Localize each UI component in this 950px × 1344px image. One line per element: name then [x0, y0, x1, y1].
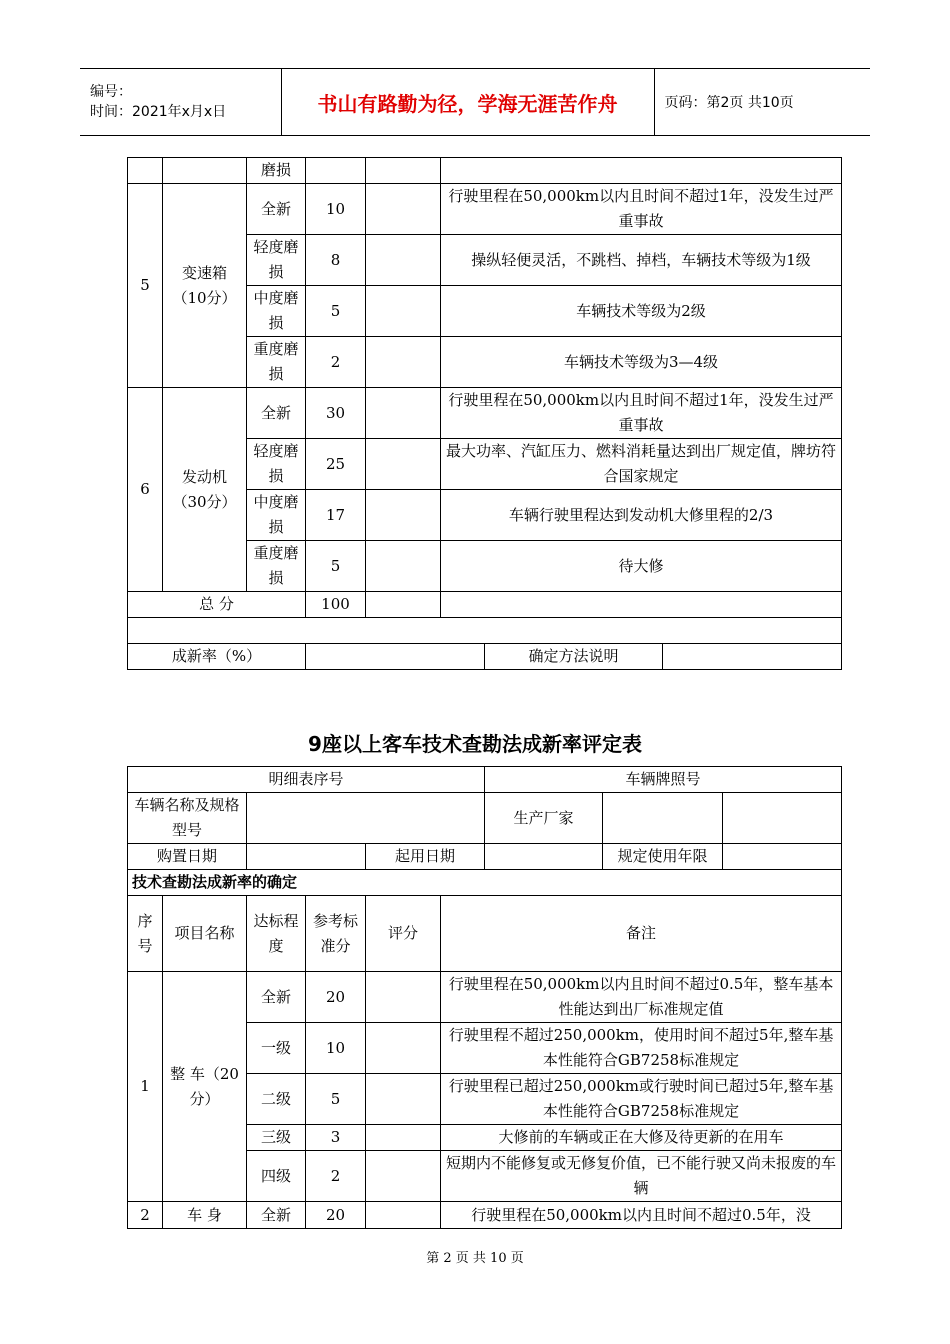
- table-cell: [306, 158, 366, 184]
- purchase-date-label: 购置日期: [128, 844, 247, 870]
- note-cell: 车辆行驶里程达到发动机大修里程的2/3: [441, 490, 842, 541]
- blank-row: [128, 618, 842, 644]
- table-cell: [128, 158, 163, 184]
- rating-cell: [366, 184, 441, 235]
- rating-cell: [366, 439, 441, 490]
- start-date-label: 起用日期: [366, 844, 485, 870]
- score-cell: 20: [306, 972, 366, 1023]
- col-header-index: 序号: [128, 896, 163, 972]
- rating-cell: [366, 286, 441, 337]
- item-index: 2: [128, 1202, 163, 1229]
- note-cell: 行驶里程在50,000km以内且时间不超过0.5年，整车基本性能达到出厂标准规定值: [441, 972, 842, 1023]
- start-date-value: [485, 844, 603, 870]
- grade-cell: 轻度磨损: [247, 235, 306, 286]
- score-cell: 5: [306, 1074, 366, 1125]
- rating-cell: [366, 1074, 441, 1125]
- grade-cell: 全新: [247, 1202, 306, 1229]
- grade-cell: 三级: [247, 1125, 306, 1151]
- service-years-value: [723, 844, 842, 870]
- note-cell: 行驶里程在50,000km以内且时间不超过0.5年，没: [441, 1202, 842, 1229]
- item-index: 1: [128, 972, 163, 1202]
- score-cell: 8: [306, 235, 366, 286]
- score-cell: 5: [306, 286, 366, 337]
- page-header: [80, 68, 870, 136]
- manufacturer-value: [603, 793, 723, 844]
- rating-cell: [366, 1023, 441, 1074]
- rating-cell: [366, 1151, 441, 1202]
- note-cell: 行驶里程在50,000km以内且时间不超过1年，没发生过严重事故: [441, 388, 842, 439]
- score-cell: 3: [306, 1125, 366, 1151]
- motto: 书山有路勤为径，学海无涯苦作舟: [281, 69, 654, 136]
- score-cell: 2: [306, 1151, 366, 1202]
- score-cell: 10: [306, 1023, 366, 1074]
- col-header-ref: 参考标准分: [306, 896, 366, 972]
- page-label: 页码：第2页 共10页: [654, 69, 870, 136]
- purchase-date-value: [247, 844, 366, 870]
- total-label: 总 分: [128, 592, 306, 618]
- grade-cell: 二级: [247, 1074, 306, 1125]
- rating-cell: [366, 1202, 441, 1229]
- table-cell: [723, 793, 842, 844]
- item-name: 变速箱（10分）: [163, 184, 247, 388]
- grade-cell: 全新: [247, 184, 306, 235]
- score-cell: 5: [306, 541, 366, 592]
- section-label: 技术查勘法成新率的确定: [128, 870, 842, 896]
- detail-no-label: 明细表序号: [128, 767, 485, 793]
- table-cell: [441, 592, 842, 618]
- vehicle-name-label: 车辆名称及规格型号: [128, 793, 247, 844]
- note-cell: 车辆技术等级为2级: [441, 286, 842, 337]
- manufacturer-label: 生产厂家: [485, 793, 603, 844]
- grade-cell: 全新: [247, 388, 306, 439]
- note-cell: 行驶里程不超过250,000km，使用时间不超过5年,整车基本性能符合GB7258标准规定: [441, 1023, 842, 1074]
- note-cell: 待大修: [441, 541, 842, 592]
- number-label: 编号：: [90, 84, 132, 100]
- header-meta: [80, 69, 281, 136]
- note-cell: 行驶里程在50,000km以内且时间不超过1年，没发生过严重事故: [441, 184, 842, 235]
- grade-cell: 全新: [247, 972, 306, 1023]
- table-cell: [441, 158, 842, 184]
- score-cell: 30: [306, 388, 366, 439]
- table-cell: [163, 158, 247, 184]
- plate-label: 车辆牌照号: [485, 767, 842, 793]
- rating-cell: [366, 1125, 441, 1151]
- rate-label: 成新率（%）: [128, 644, 306, 670]
- grade-cell: 四级: [247, 1151, 306, 1202]
- grade-cell: 一级: [247, 1023, 306, 1074]
- page-footer: 第 2 页 共 10 页: [426, 1251, 524, 1266]
- assessment-table-continued: [127, 157, 842, 670]
- col-header-item: 项目名称: [163, 896, 247, 972]
- note-cell: 行驶里程已超过250,000km或行驶时间已超过5年,整车基本性能符合GB7258标准规定: [441, 1074, 842, 1125]
- grade-cell: 中度磨损: [247, 286, 306, 337]
- grade-cell: 中度磨损: [247, 490, 306, 541]
- note-cell: 最大功率、汽缸压力、燃料消耗量达到出厂规定值，牌坊符合国家规定: [441, 439, 842, 490]
- bus-assessment-table: [127, 766, 842, 1229]
- note-cell: 操纵轻便灵活，不跳档、掉档，车辆技术等级为1级: [441, 235, 842, 286]
- score-cell: 20: [306, 1202, 366, 1229]
- date-label: 时间：2021年x月x日: [90, 104, 227, 120]
- rate-value: [306, 644, 485, 670]
- method-label: 确定方法说明: [485, 644, 663, 670]
- item-name: 发动机（30分）: [163, 388, 247, 592]
- score-cell: 25: [306, 439, 366, 490]
- note-cell: 车辆技术等级为3—4级: [441, 337, 842, 388]
- grade-cell: 重度磨损: [247, 541, 306, 592]
- rating-cell: [366, 235, 441, 286]
- item-index: 6: [128, 388, 163, 592]
- table-cell: [366, 158, 441, 184]
- rating-cell: [366, 490, 441, 541]
- rating-cell: [366, 337, 441, 388]
- grade-cell: 轻度磨损: [247, 439, 306, 490]
- method-value: [663, 644, 842, 670]
- col-header-grade: 达标程度: [247, 896, 306, 972]
- note-cell: 大修前的车辆或正在大修及待更新的在用车: [441, 1125, 842, 1151]
- vehicle-name-value: [247, 793, 485, 844]
- item-index: 5: [128, 184, 163, 388]
- rating-cell: [366, 388, 441, 439]
- rating-cell: [366, 541, 441, 592]
- grade-cell: 重度磨损: [247, 337, 306, 388]
- note-cell: 短期内不能修复或无修复价值，已不能行驶又尚未报废的车辆: [441, 1151, 842, 1202]
- item-name: 车 身: [163, 1202, 247, 1229]
- score-cell: 17: [306, 490, 366, 541]
- col-header-score: 评分: [366, 896, 441, 972]
- rating-cell: [366, 972, 441, 1023]
- score-cell: 2: [306, 337, 366, 388]
- grade-cell: 磨损: [247, 158, 306, 184]
- table-cell: [366, 592, 441, 618]
- table-title: 9座以上客车技术查勘法成新率评定表: [308, 732, 642, 756]
- service-years-label: 规定使用年限: [603, 844, 723, 870]
- score-cell: 10: [306, 184, 366, 235]
- col-header-note: 备注: [441, 896, 842, 972]
- item-name: 整 车（20分）: [163, 972, 247, 1202]
- total-value: 100: [306, 592, 366, 618]
